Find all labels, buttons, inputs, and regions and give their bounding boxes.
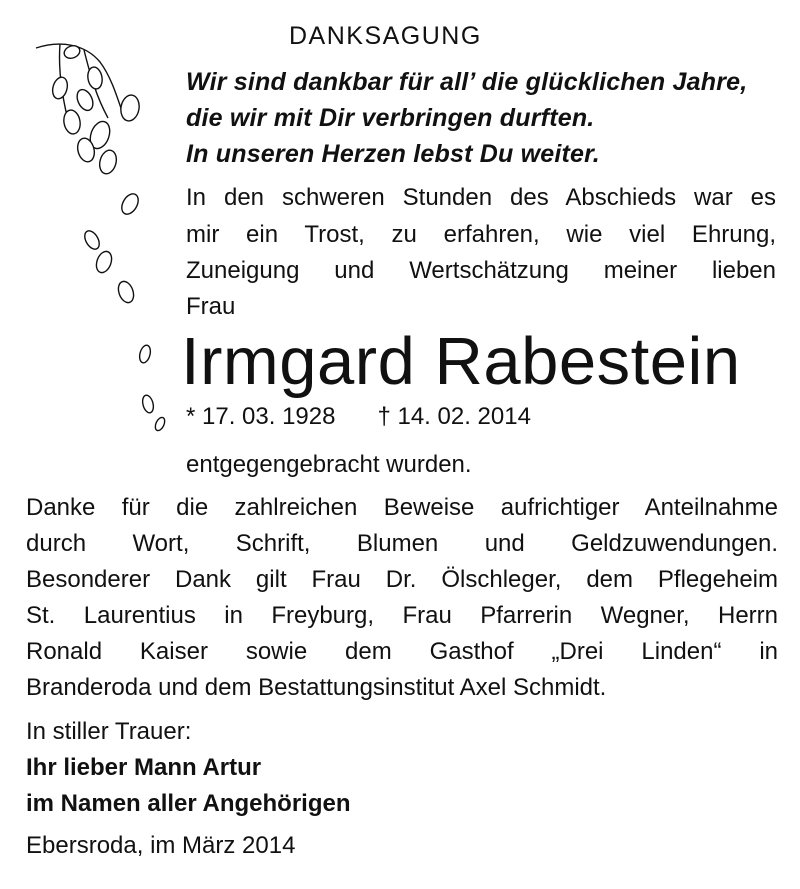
birth-date: * 17. 03. 1928 bbox=[186, 403, 336, 430]
intro-line: In den schweren Stunden des Abschieds war es bbox=[186, 184, 776, 211]
intro-line: Frau bbox=[186, 293, 236, 320]
thanks-line: Branderoda und dem Bestattungsinstitut Axel Schmidt. bbox=[26, 674, 607, 701]
thanks-line: Ronald Kaiser sowie dem Gasthof „Drei Linden“ in bbox=[26, 638, 778, 665]
intro-end: entgegengebracht wurden. bbox=[186, 451, 472, 478]
life-dates bbox=[186, 403, 531, 431]
motto-line: Wir sind dankbar für all’ die glücklichen Jahre, bbox=[186, 68, 748, 96]
signature-line: Ihr lieber Mann Artur bbox=[26, 754, 262, 781]
heading: DANKSAGUNG bbox=[289, 22, 482, 50]
motto-line: die wir mit Dir verbringen durften. bbox=[186, 104, 595, 132]
intro-line: Zuneigung und Wertschätzung meiner lieben bbox=[186, 257, 776, 284]
motto-line: In unseren Herzen lebst Du weiter. bbox=[186, 140, 600, 168]
mourning-label: In stiller Trauer: bbox=[26, 718, 192, 745]
thanks-line: Besonderer Dank gilt Frau Dr. Ölschleger, dem Pflegeheim bbox=[26, 566, 778, 593]
birch-leaves-icon bbox=[0, 0, 180, 440]
deceased-name: Irmgard Rabestein bbox=[181, 324, 741, 399]
place-date: Ebersroda, im März 2014 bbox=[26, 832, 296, 859]
intro-line: mir ein Trost, zu erfahren, wie viel Ehrung, bbox=[186, 221, 776, 248]
thanks-line: Danke für die zahlreichen Beweise aufrichtiger Anteilnahme bbox=[26, 494, 778, 521]
death-date: † 14. 02. 2014 bbox=[377, 403, 531, 430]
signature-line: im Namen aller Angehörigen bbox=[26, 790, 351, 817]
thanks-line: durch Wort, Schrift, Blumen und Geldzuwendungen. bbox=[26, 530, 778, 557]
thanks-line: St. Laurentius in Freyburg, Frau Pfarrerin Wegner, Herrn bbox=[26, 602, 778, 629]
